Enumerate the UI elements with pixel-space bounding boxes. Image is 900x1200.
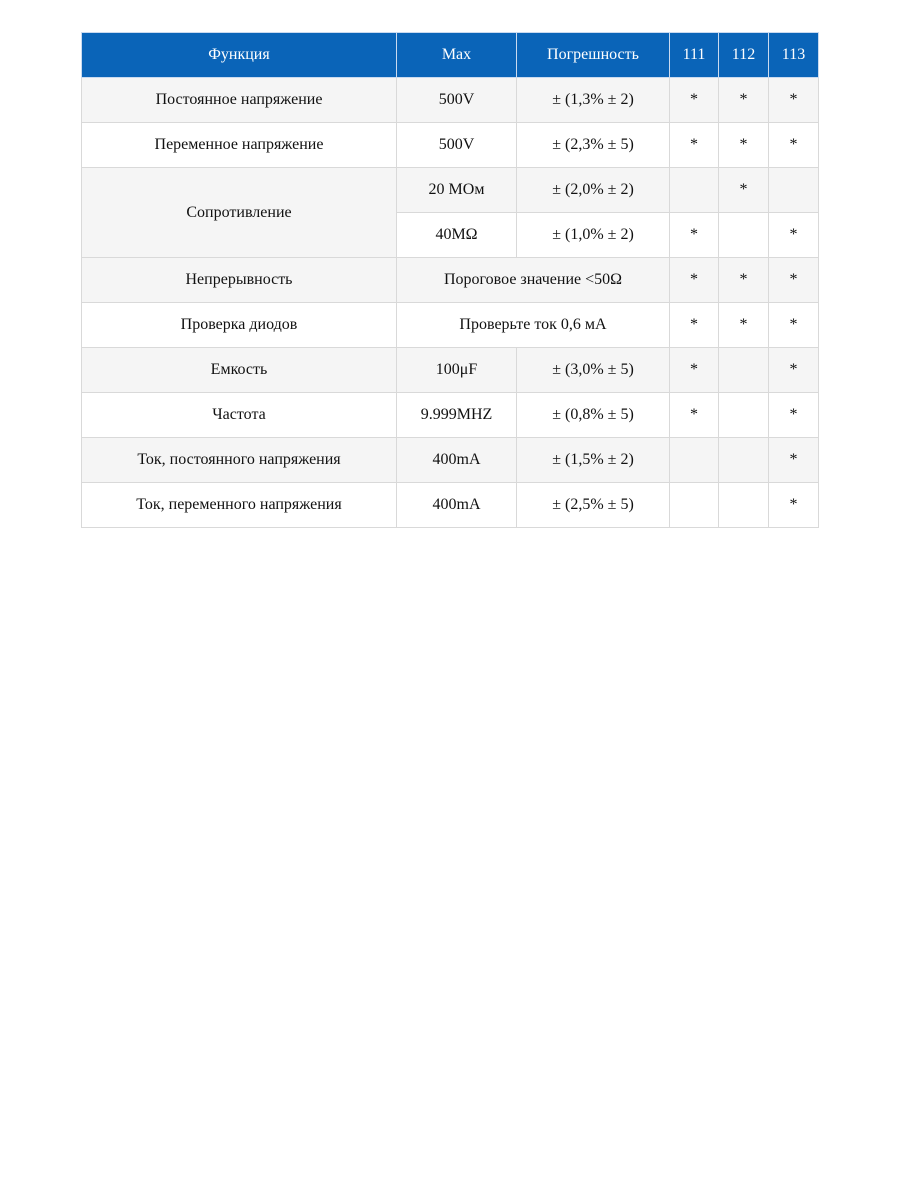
header-model-111: 111 [670, 33, 719, 78]
table-row [82, 438, 819, 483]
cell-model-113: * [769, 483, 819, 528]
cell-accuracy: ± (2,0% ± 2) [517, 168, 670, 213]
cell-model-112 [719, 348, 769, 393]
cell-model-112: * [719, 258, 769, 303]
cell-max: 9.999MHZ [397, 393, 517, 438]
header-function: Функция [82, 33, 397, 78]
cell-function: Проверка диодов [82, 303, 397, 348]
cell-model-113: * [769, 393, 819, 438]
cell-model-111 [670, 438, 719, 483]
cell-function: Частота [82, 393, 397, 438]
table-row [82, 303, 819, 348]
cell-function: Ток, переменного напряжения [82, 483, 397, 528]
cell-model-112 [719, 438, 769, 483]
cell-accuracy: ± (1,3% ± 2) [517, 78, 670, 123]
cell-model-112: * [719, 78, 769, 123]
table-row [82, 258, 819, 303]
cell-max: 400mA [397, 438, 517, 483]
cell-accuracy: ± (0,8% ± 5) [517, 393, 670, 438]
cell-model-111 [670, 483, 719, 528]
header-accuracy: Погрешность [517, 33, 670, 78]
cell-model-111: * [670, 393, 719, 438]
spec-table [81, 32, 819, 528]
cell-model-113: * [769, 258, 819, 303]
cell-max: 100μF [397, 348, 517, 393]
cell-model-113: * [769, 303, 819, 348]
cell-accuracy: ± (1,5% ± 2) [517, 438, 670, 483]
table-row [82, 393, 819, 438]
cell-model-111 [670, 168, 719, 213]
cell-function: Переменное напряжение [82, 123, 397, 168]
cell-model-113: * [769, 123, 819, 168]
cell-combined: Пороговое значение <50Ω [397, 258, 670, 303]
cell-model-113: * [769, 213, 819, 258]
cell-model-112 [719, 213, 769, 258]
table-row [82, 123, 819, 168]
cell-model-111: * [670, 258, 719, 303]
cell-model-111: * [670, 78, 719, 123]
cell-model-112: * [719, 168, 769, 213]
cell-function: Сопротивление [82, 168, 397, 258]
header-model-113: 113 [769, 33, 819, 78]
header-model-112: 112 [719, 33, 769, 78]
cell-model-113 [769, 168, 819, 213]
cell-model-112: * [719, 303, 769, 348]
cell-combined: Проверьте ток 0,6 мА [397, 303, 670, 348]
cell-accuracy: ± (2,5% ± 5) [517, 483, 670, 528]
table-row [82, 483, 819, 528]
cell-model-113: * [769, 348, 819, 393]
cell-accuracy: ± (1,0% ± 2) [517, 213, 670, 258]
cell-model-113: * [769, 78, 819, 123]
table-row [82, 78, 819, 123]
cell-max: 20 МОм [397, 168, 517, 213]
table-header-row [82, 33, 819, 78]
cell-function: Емкость [82, 348, 397, 393]
cell-max: 400mA [397, 483, 517, 528]
cell-accuracy: ± (2,3% ± 5) [517, 123, 670, 168]
cell-model-111: * [670, 123, 719, 168]
cell-model-113: * [769, 438, 819, 483]
cell-accuracy: ± (3,0% ± 5) [517, 348, 670, 393]
cell-model-111: * [670, 213, 719, 258]
cell-model-111: * [670, 348, 719, 393]
cell-model-112 [719, 483, 769, 528]
cell-function: Постоянное напряжение [82, 78, 397, 123]
cell-max: 500V [397, 123, 517, 168]
cell-max: 500V [397, 78, 517, 123]
header-max: Max [397, 33, 517, 78]
cell-model-112 [719, 393, 769, 438]
table-row [82, 168, 819, 213]
cell-function: Непрерывность [82, 258, 397, 303]
cell-model-111: * [670, 303, 719, 348]
table-row [82, 348, 819, 393]
cell-model-112: * [719, 123, 769, 168]
cell-max: 40MΩ [397, 213, 517, 258]
cell-function: Ток, постоянного напряжения [82, 438, 397, 483]
